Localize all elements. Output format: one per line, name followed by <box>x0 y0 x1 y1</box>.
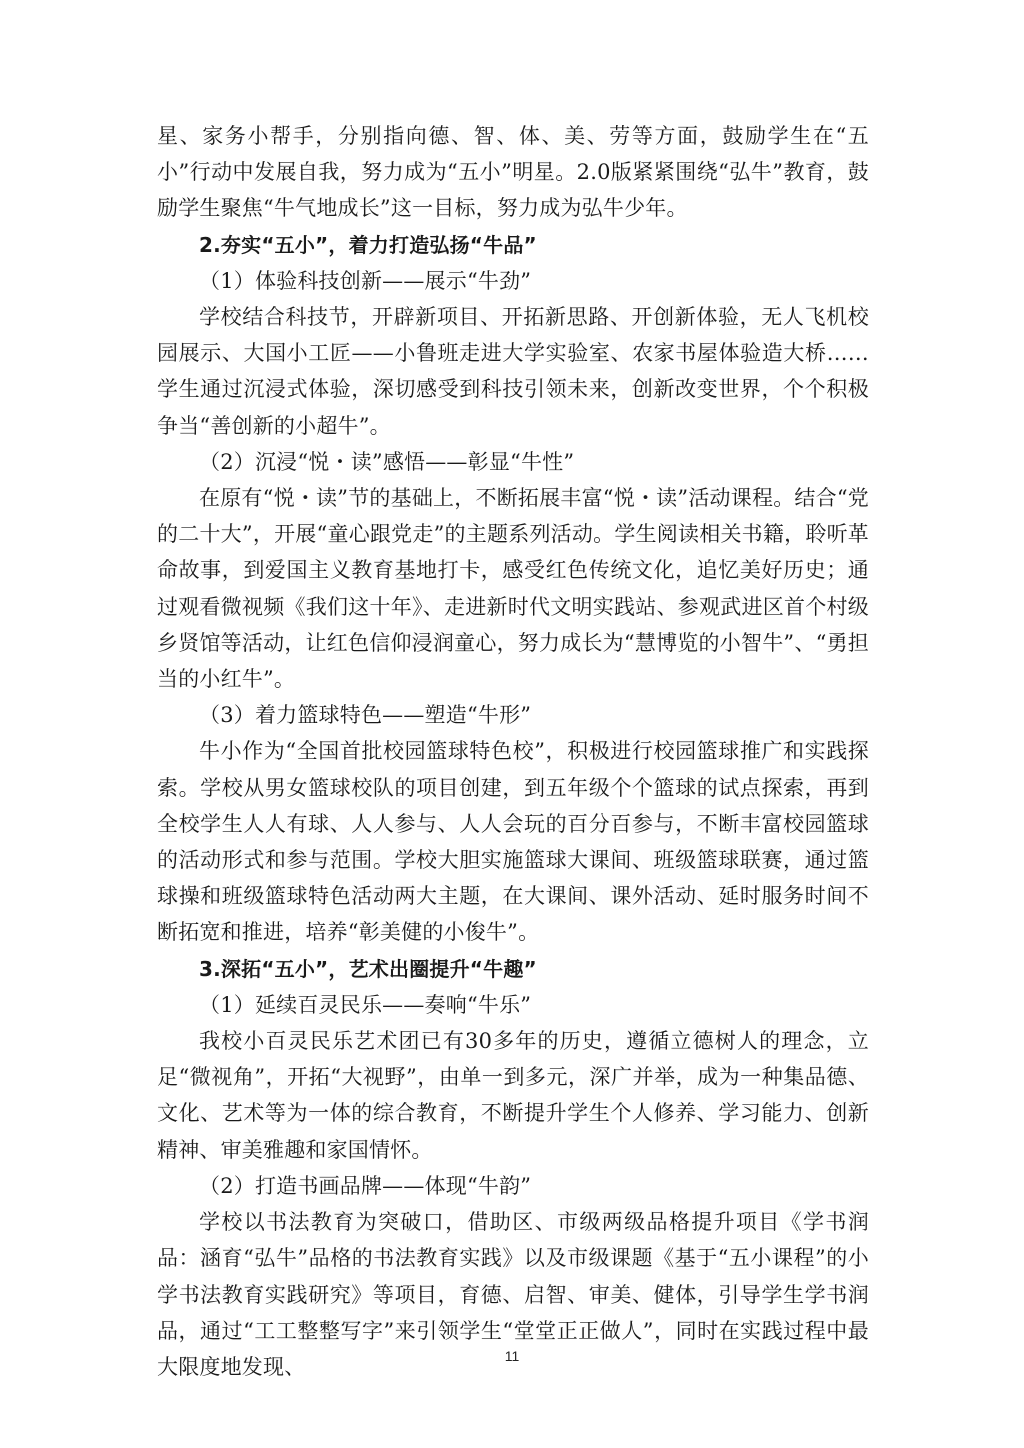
document-body <box>157 118 869 1385</box>
page-number: 11 <box>504 1348 520 1364</box>
subheading-2-1: （1）体验科技创新——展示“牛劲” <box>199 268 532 293</box>
paragraph-3-1: 我校小百灵民乐艺术团已有30多年的历史，遵循立德树人的理念，立足“微视角”，开拓“大视野”，由单一到多元，深广并举，成为一种集品德、文化、艺术等为一体的综合教育，不断提升学生个人修养、学习能力、创新精神、审美雅趣和家国情怀。 <box>157 1029 869 1162</box>
subheading-2-2: （2）沉浸“悦・读”感悟——彰显“牛性” <box>199 449 575 474</box>
section-heading-2: 2.夯实“五小”，着力打造弘扬“牛品” <box>199 232 537 257</box>
section-heading-3: 3.深拓“五小”，艺术出圈提升“牛趣” <box>199 956 537 981</box>
paragraph-2-2: 在原有“悦・读”节的基础上，不断拓展丰富“悦・读”活动课程。结合“党的二十大”，开展“童心跟党走”的主题系列活动。学生阅读相关书籍，聆听革命故事，到爱国主义教育基地打卡，感受红色传统文化，追忆美好历史；通过观看微视频《我们这十年》、走进新时代文明实践站、参观武进区首个村级乡贤馆等活动，让红色信仰浸润童心，努力成长为“慧博览的小智牛”、“勇担当的小红牛”。 <box>157 486 869 692</box>
paragraph-2-3: 牛小作为“全国首批校园篮球特色校”，积极进行校园篮球推广和实践探索。学校从男女篮球校队的项目创建，到五年级个个篮球的试点探索，再到全校学生人人有球、人人参与、人人会玩的百分百参与，不断丰富校园篮球的活动形式和参与范围。学校大胆实施篮球大课间、班级篮球联赛，通过篮球操和班级篮球特色活动两大主题，在大课间、课外活动、延时服务时间不断拓宽和推进，培养“彰美健的小俊牛”。 <box>157 739 869 945</box>
subheading-3-1: （1）延续百灵民乐——奏响“牛乐” <box>199 992 532 1017</box>
paragraph-3-2: 学校以书法教育为突破口，借助区、市级两级品格提升项目《学书润品：涵育“弘牛”品格的书法教育实践》以及市级课题《基于“五小课程”的小学书法教育实践研究》等项目，育德、启智、审美、健体，引导学生学书润品，通过“工工整整写字”来引领学生“堂堂正正做人”，同时在实践过程中最大限度地发现、 <box>157 1210 869 1379</box>
paragraph-2-1: 学校结合科技节，开辟新项目、开拓新思路、开创新体验，无人飞机校园展示、大国小工匠——小鲁班走进大学实验室、农家书屋体验造大桥……学生通过沉浸式体验，深切感受到科技引领未来，创新改变世界，个个积极争当“善创新的小超牛”。 <box>157 305 869 438</box>
subheading-3-2: （2）打造书画品牌——体现“牛韵” <box>199 1173 532 1198</box>
paragraph-intro-continued: 星、家务小帮手，分别指向德、智、体、美、劳等方面，鼓励学生在“五小”行动中发展自我，努力成为“五小”明星。2.0版紧紧围绕“弘牛”教育，鼓励学生聚焦“牛气地成长”这一目标，努力成为弘牛少年。 <box>157 124 869 221</box>
subheading-2-3: （3）着力篮球特色——塑造“牛形” <box>199 703 532 728</box>
